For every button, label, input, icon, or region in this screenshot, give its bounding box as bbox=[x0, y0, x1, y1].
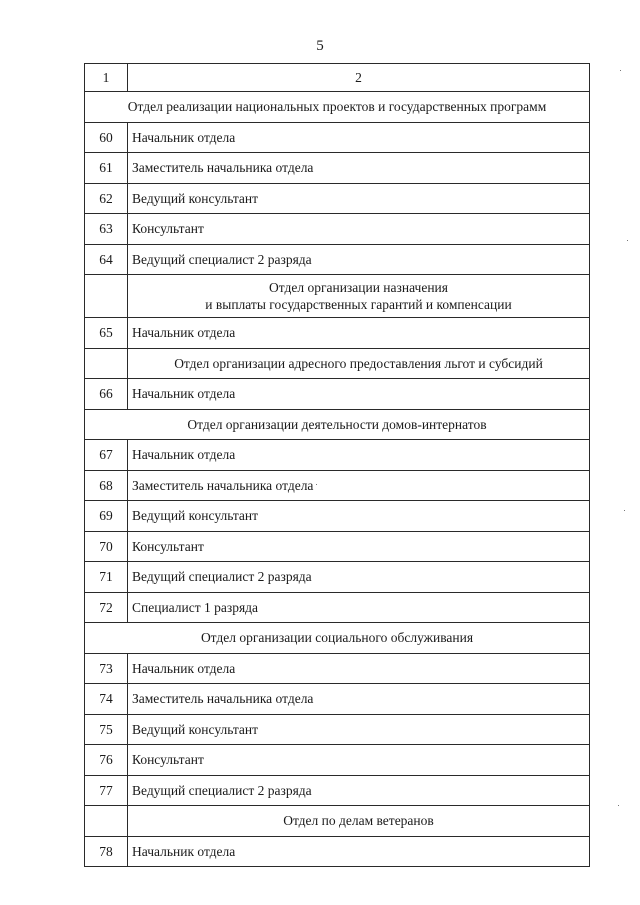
row-number: 64 bbox=[85, 244, 128, 275]
table-row bbox=[85, 531, 590, 562]
table-row bbox=[85, 562, 590, 593]
table-row bbox=[85, 214, 590, 245]
table-row bbox=[85, 745, 590, 776]
table-row bbox=[85, 153, 590, 184]
table-row bbox=[85, 501, 590, 532]
position-title: Специалист 1 разряда bbox=[128, 592, 590, 623]
staff-table-body bbox=[85, 64, 590, 867]
position-title: Ведущий специалист 2 разряда bbox=[128, 244, 590, 275]
table-row bbox=[85, 836, 590, 867]
column-2-header: 2 bbox=[128, 64, 590, 92]
row-number: 75 bbox=[85, 714, 128, 745]
position-title: Заместитель начальника отдела bbox=[128, 684, 590, 715]
table-row bbox=[85, 440, 590, 471]
position-title: Ведущий специалист 2 разряда bbox=[128, 562, 590, 593]
staff-positions-table bbox=[84, 63, 590, 867]
table-row bbox=[85, 775, 590, 806]
row-number: 63 bbox=[85, 214, 128, 245]
row-number: 72 bbox=[85, 592, 128, 623]
section-row bbox=[85, 275, 590, 318]
row-number: 73 bbox=[85, 653, 128, 684]
position-title: Начальник отдела bbox=[128, 836, 590, 867]
row-number: 70 bbox=[85, 531, 128, 562]
position-title: Консультант bbox=[128, 531, 590, 562]
section-heading-line: и выплаты государственных гарантий и компенсации bbox=[205, 297, 512, 312]
table-row bbox=[85, 592, 590, 623]
section-row bbox=[85, 409, 590, 440]
position-title: Начальник отдела bbox=[128, 318, 590, 349]
position-title: Начальник отдела bbox=[128, 440, 590, 471]
row-number: 62 bbox=[85, 183, 128, 214]
position-title: Ведущий специалист 2 разряда bbox=[128, 775, 590, 806]
position-title: Ведущий консультант bbox=[128, 183, 590, 214]
table-row bbox=[85, 244, 590, 275]
position-title: Заместитель начальника отдела bbox=[128, 153, 590, 184]
column-1-header: 1 bbox=[85, 64, 128, 92]
row-number: 60 bbox=[85, 122, 128, 153]
empty-number-cell bbox=[85, 348, 128, 379]
table-row bbox=[85, 714, 590, 745]
section-heading: Отдел по делам ветеранов bbox=[128, 806, 590, 837]
table-header-row bbox=[85, 64, 590, 92]
row-number: 77 bbox=[85, 775, 128, 806]
table-row bbox=[85, 379, 590, 410]
empty-number-cell bbox=[85, 806, 128, 837]
row-number: 67 bbox=[85, 440, 128, 471]
position-title: Начальник отдела bbox=[128, 379, 590, 410]
row-number: 66 bbox=[85, 379, 128, 410]
table-row bbox=[85, 183, 590, 214]
section-row bbox=[85, 92, 590, 123]
position-title: Начальник отдела bbox=[128, 653, 590, 684]
section-heading: Отдел организации деятельности домов-интернатов bbox=[85, 409, 590, 440]
row-number: 65 bbox=[85, 318, 128, 349]
section-heading: Отдел реализации национальных проектов и государственных программ bbox=[85, 92, 590, 123]
page-number: 5 bbox=[316, 38, 324, 54]
section-row bbox=[85, 806, 590, 837]
row-number: 78 bbox=[85, 836, 128, 867]
position-title: Ведущий консультант bbox=[128, 714, 590, 745]
row-number: 74 bbox=[85, 684, 128, 715]
table-row bbox=[85, 318, 590, 349]
section-heading: Отдел организации адресного предоставления льгот и субсидий bbox=[128, 348, 590, 379]
empty-number-cell bbox=[85, 275, 128, 318]
row-number: 76 bbox=[85, 745, 128, 776]
row-number: 71 bbox=[85, 562, 128, 593]
position-title: Ведущий консультант bbox=[128, 501, 590, 532]
row-number: 68 bbox=[85, 470, 128, 501]
table-row bbox=[85, 122, 590, 153]
table-row bbox=[85, 684, 590, 715]
position-title: Начальник отдела bbox=[128, 122, 590, 153]
section-heading: Отдел организации социального обслуживания bbox=[85, 623, 590, 654]
section-heading-line: Отдел организации назначения bbox=[269, 280, 448, 295]
section-row bbox=[85, 348, 590, 379]
position-title: Консультант bbox=[128, 745, 590, 776]
position-title: Консультант bbox=[128, 214, 590, 245]
section-row bbox=[85, 623, 590, 654]
position-title: Заместитель начальника отдела bbox=[128, 470, 590, 501]
row-number: 69 bbox=[85, 501, 128, 532]
section-heading bbox=[128, 275, 590, 318]
table-row bbox=[85, 470, 590, 501]
table-row bbox=[85, 653, 590, 684]
row-number: 61 bbox=[85, 153, 128, 184]
